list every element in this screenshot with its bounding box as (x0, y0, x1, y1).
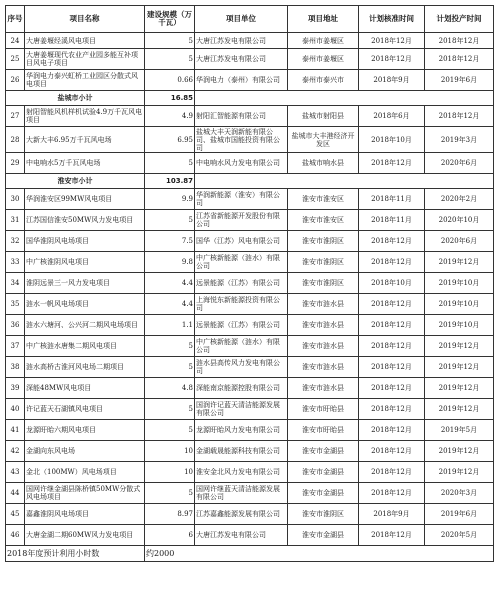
subtotal-label: 淮安市小计 (6, 174, 145, 189)
project-address: 盐城市大丰港经济开发区 (288, 127, 359, 153)
project-name: 淮阴远景三一风力发电项目 (25, 273, 145, 294)
empty-cell (195, 91, 494, 106)
project-address: 淮安市金湖县 (288, 483, 359, 504)
project-address: 泰州市姜堰区 (288, 49, 359, 70)
project-address: 淮安市涟水县 (288, 357, 359, 378)
project-name: 国网许继金湖县陈桥镇50MW分散式风电场项目 (25, 483, 145, 504)
project-capacity: 10 (145, 462, 195, 483)
table-row (6, 420, 494, 441)
table-row (6, 33, 494, 49)
project-unit: 中广核新能源（涟水）有限公司 (195, 336, 288, 357)
header-production: 计划投产时间 (425, 6, 494, 33)
project-name: 深能48MW风电项目 (25, 378, 145, 399)
project-capacity: 5 (145, 483, 195, 504)
project-capacity: 10 (145, 441, 195, 462)
footer-value: 约2000 (145, 546, 494, 562)
project-name: 国华淮阴风电场项目 (25, 231, 145, 252)
subtotal-row (6, 91, 494, 106)
project-table-sheet (5, 5, 493, 562)
production-date: 2019年5月 (425, 420, 494, 441)
project-name: 金湖向东风电场 (25, 441, 145, 462)
project-address: 盐城市响水县 (288, 153, 359, 174)
project-capacity: 5 (145, 420, 195, 441)
approval-date: 2018年11月 (359, 210, 425, 231)
row-number: 31 (6, 210, 25, 231)
approval-date: 2018年11月 (359, 189, 425, 210)
row-number: 30 (6, 189, 25, 210)
production-date: 2019年12月 (425, 441, 494, 462)
approval-date: 2018年12月 (359, 33, 425, 49)
subtotal-capacity: 103.87 (145, 174, 195, 189)
approval-date: 2018年12月 (359, 441, 425, 462)
approval-date: 2018年12月 (359, 399, 425, 420)
project-unit: 上海悦东新能源投资有限公司 (195, 294, 288, 315)
project-name: 中广核涟水唐集二期风电项目 (25, 336, 145, 357)
table-row (6, 231, 494, 252)
project-name: 江苏国信淮安50MW风力发电项目 (25, 210, 145, 231)
subtotal-capacity: 16.85 (145, 91, 195, 106)
production-date: 2019年12月 (425, 357, 494, 378)
project-unit: 涟水县高传风力发电有限公司 (195, 357, 288, 378)
approval-date: 2018年12月 (359, 315, 425, 336)
approval-date: 2018年12月 (359, 525, 425, 546)
project-address: 淮安市涟水县 (288, 336, 359, 357)
table-row (6, 294, 494, 315)
project-name: 大唐姜堰现代农业产业园多能互补项目风电子项目 (25, 49, 145, 70)
row-number: 35 (6, 294, 25, 315)
approval-date: 2018年12月 (359, 420, 425, 441)
project-name: 涟水高桥古淮河风电场二期项目 (25, 357, 145, 378)
project-capacity: 6 (145, 525, 195, 546)
project-address: 淮安市淮安区 (288, 210, 359, 231)
row-number: 38 (6, 357, 25, 378)
production-date: 2019年3月 (425, 127, 494, 153)
project-address: 淮安市涟水县 (288, 294, 359, 315)
approval-date: 2018年12月 (359, 153, 425, 174)
project-capacity: 1.1 (145, 315, 195, 336)
production-date: 2020年3月 (425, 483, 494, 504)
row-number: 37 (6, 336, 25, 357)
project-unit: 华润电力（泰州）有限公司 (195, 70, 288, 91)
approval-date: 2018年12月 (359, 294, 425, 315)
project-unit: 大唐江苏发电有限公司 (195, 33, 288, 49)
table-row (6, 441, 494, 462)
table-row (6, 525, 494, 546)
project-name: 大唐姜堰经溪风电项目 (25, 33, 145, 49)
approval-date: 2018年12月 (359, 357, 425, 378)
project-capacity: 4.8 (145, 378, 195, 399)
project-address: 泰州市泰兴市 (288, 70, 359, 91)
project-capacity: 5 (145, 336, 195, 357)
project-capacity: 7.5 (145, 231, 195, 252)
project-address: 淮安市淮阴区 (288, 504, 359, 525)
production-date: 2018年12月 (425, 33, 494, 49)
production-date: 2019年12月 (425, 462, 494, 483)
row-number: 36 (6, 315, 25, 336)
project-name: 中广核淮阴风电项目 (25, 252, 145, 273)
production-date: 2019年12月 (425, 399, 494, 420)
production-date: 2019年10月 (425, 315, 494, 336)
table-row (6, 357, 494, 378)
project-address: 淮安市淮阴区 (288, 252, 359, 273)
project-address: 淮安市淮安区 (288, 189, 359, 210)
project-unit: 中广核新能源（涟水）有限公司 (195, 252, 288, 273)
production-date: 2018年12月 (425, 106, 494, 127)
production-date: 2019年12月 (425, 252, 494, 273)
row-number: 46 (6, 525, 25, 546)
table-row (6, 70, 494, 91)
project-unit: 大唐江苏发电有限公司 (195, 49, 288, 70)
footer-row (6, 546, 494, 562)
project-capacity: 0.66 (145, 70, 195, 91)
project-address: 淮安市盱眙县 (288, 399, 359, 420)
header-address: 项目地址 (288, 6, 359, 33)
production-date: 2020年6月 (425, 231, 494, 252)
header-no: 序号 (6, 6, 25, 33)
project-capacity: 8.97 (145, 504, 195, 525)
project-unit: 淮安金北风力发电有限公司 (195, 462, 288, 483)
project-address: 淮安市盱眙县 (288, 420, 359, 441)
project-address: 泰州市姜堰区 (288, 33, 359, 49)
header-unit: 项目单位 (195, 6, 288, 33)
table-row (6, 49, 494, 70)
row-number: 33 (6, 252, 25, 273)
project-name: 龙源盱眙六期风电项目 (25, 420, 145, 441)
row-number: 43 (6, 462, 25, 483)
row-number: 27 (6, 106, 25, 127)
project-unit: 江苏嘉鑫能源发展有限公司 (195, 504, 288, 525)
row-number: 42 (6, 441, 25, 462)
production-date: 2020年5月 (425, 525, 494, 546)
project-name: 射阳智能风机样机试验4.9万千瓦风电项目 (25, 106, 145, 127)
approval-date: 2018年12月 (359, 462, 425, 483)
empty-cell (195, 174, 494, 189)
project-unit: 华润新能源（淮安）有限公司 (195, 189, 288, 210)
approval-date: 2018年9月 (359, 504, 425, 525)
production-date: 2018年12月 (425, 49, 494, 70)
production-date: 2019年6月 (425, 504, 494, 525)
project-name: 大唐金湖二期60MW风力发电项目 (25, 525, 145, 546)
project-capacity: 5 (145, 399, 195, 420)
production-date: 2020年6月 (425, 153, 494, 174)
project-unit: 中电响水风力发电有限公司 (195, 153, 288, 174)
approval-date: 2018年12月 (359, 49, 425, 70)
row-number: 45 (6, 504, 25, 525)
row-number: 41 (6, 420, 25, 441)
table-row (6, 483, 494, 504)
project-address: 淮安市金湖县 (288, 441, 359, 462)
table-row (6, 399, 494, 420)
project-unit: 远景能源（江苏）有限公司 (195, 315, 288, 336)
project-unit: 大唐江苏发电有限公司 (195, 525, 288, 546)
project-unit: 国网许继蓝天清洁能源发展有限公司 (195, 483, 288, 504)
table-row (6, 189, 494, 210)
subtotal-label: 盐城市小计 (6, 91, 145, 106)
project-name: 华润电力泰兴虹桥工业园区分散式风电项目 (25, 70, 145, 91)
table-row (6, 127, 494, 153)
project-name: 大新大丰6.95万千瓦风电场 (25, 127, 145, 153)
row-number: 25 (6, 49, 25, 70)
project-address: 淮安市淮阴区 (288, 231, 359, 252)
table-row (6, 504, 494, 525)
project-address: 淮安市涟水县 (288, 315, 359, 336)
project-unit: 江苏省新能源开发股份有限公司 (195, 210, 288, 231)
project-address: 淮安市金湖县 (288, 525, 359, 546)
project-unit: 盐城大丰天润新能有限公司、盐城市国能投资有限公司 (195, 127, 288, 153)
row-number: 34 (6, 273, 25, 294)
approval-date: 2018年10月 (359, 273, 425, 294)
wind-project-table (5, 5, 494, 562)
project-name: 中电响水5万千瓦风电场 (25, 153, 145, 174)
project-unit: 国华（江苏）风电有限公司 (195, 231, 288, 252)
table-row (6, 462, 494, 483)
table-row (6, 336, 494, 357)
production-date: 2020年2月 (425, 189, 494, 210)
project-name: 许记蓝天石湖镇风电项目 (25, 399, 145, 420)
approval-date: 2018年12月 (359, 252, 425, 273)
footer-label: 2018年度预计利用小时数 (6, 546, 145, 562)
table-row (6, 378, 494, 399)
production-date: 2019年12月 (425, 378, 494, 399)
table-body (6, 33, 494, 546)
project-capacity: 9.9 (145, 189, 195, 210)
project-capacity: 4.4 (145, 273, 195, 294)
project-capacity: 5 (145, 210, 195, 231)
project-capacity: 5 (145, 49, 195, 70)
project-name: 金北（100MW）风电场项目 (25, 462, 145, 483)
project-unit: 国润许记蓝天清洁能源发展有限公司 (195, 399, 288, 420)
row-number: 28 (6, 127, 25, 153)
project-unit: 深能南京能源控股有限公司 (195, 378, 288, 399)
project-capacity: 6.95 (145, 127, 195, 153)
project-unit: 远景能源（江苏）有限公司 (195, 273, 288, 294)
row-number: 39 (6, 378, 25, 399)
approval-date: 2018年10月 (359, 127, 425, 153)
approval-date: 2018年6月 (359, 106, 425, 127)
table-row (6, 106, 494, 127)
header-capacity: 建设规模（万千瓦） (145, 6, 195, 33)
approval-date: 2018年12月 (359, 336, 425, 357)
project-address: 淮安市涟水县 (288, 378, 359, 399)
subtotal-row (6, 174, 494, 189)
approval-date: 2018年12月 (359, 378, 425, 399)
project-capacity: 5 (145, 357, 195, 378)
table-row (6, 153, 494, 174)
table-row (6, 315, 494, 336)
header-row (6, 6, 494, 33)
project-name: 华润淮安区99MW风电项目 (25, 189, 145, 210)
row-number: 24 (6, 33, 25, 49)
approval-date: 2018年12月 (359, 483, 425, 504)
project-capacity: 5 (145, 153, 195, 174)
table-row (6, 210, 494, 231)
approval-date: 2018年12月 (359, 231, 425, 252)
project-unit: 龙源盱眙风力发电有限公司 (195, 420, 288, 441)
row-number: 44 (6, 483, 25, 504)
table-row (6, 273, 494, 294)
project-address: 淮安市淮阴区 (288, 273, 359, 294)
project-name: 嘉鑫淮阴风电场项目 (25, 504, 145, 525)
project-name: 涟水六塘河、公兴河二期风电场项目 (25, 315, 145, 336)
row-number: 40 (6, 399, 25, 420)
project-unit: 金湖载晟能源科技有限公司 (195, 441, 288, 462)
production-date: 2020年10月 (425, 210, 494, 231)
header-name: 项目名称 (25, 6, 145, 33)
production-date: 2019年10月 (425, 294, 494, 315)
project-name: 涟水一帆风电场项目 (25, 294, 145, 315)
project-capacity: 5 (145, 33, 195, 49)
project-capacity: 4.4 (145, 294, 195, 315)
row-number: 29 (6, 153, 25, 174)
project-address: 盐城市射阳县 (288, 106, 359, 127)
project-capacity: 9.8 (145, 252, 195, 273)
project-address: 淮安市金湖县 (288, 462, 359, 483)
row-number: 32 (6, 231, 25, 252)
production-date: 2019年10月 (425, 273, 494, 294)
row-number: 26 (6, 70, 25, 91)
production-date: 2019年12月 (425, 336, 494, 357)
production-date: 2019年6月 (425, 70, 494, 91)
approval-date: 2018年9月 (359, 70, 425, 91)
project-unit: 射阳汇智能源有限公司 (195, 106, 288, 127)
header-approval: 计划核准时间 (359, 6, 425, 33)
table-row (6, 252, 494, 273)
project-capacity: 4.9 (145, 106, 195, 127)
